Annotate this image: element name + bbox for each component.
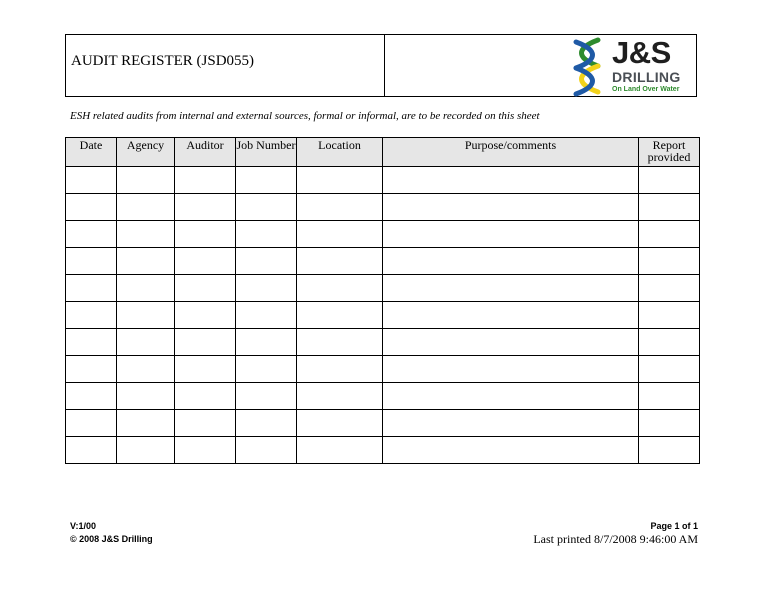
table-cell[interactable]: [175, 329, 236, 356]
table-cell[interactable]: [66, 275, 117, 302]
table-cell[interactable]: [175, 437, 236, 464]
table-cell[interactable]: [383, 383, 639, 410]
table-cell[interactable]: [117, 437, 175, 464]
table-cell[interactable]: [236, 275, 297, 302]
column-header: Job Number: [236, 138, 297, 167]
table-cell[interactable]: [66, 221, 117, 248]
column-header: Purpose/comments: [383, 138, 639, 167]
table-cell[interactable]: [297, 356, 383, 383]
table-cell[interactable]: [175, 356, 236, 383]
column-header: Agency: [117, 138, 175, 167]
table-cell[interactable]: [66, 383, 117, 410]
document-title: AUDIT REGISTER (JSD055): [71, 53, 255, 69]
header-blank-cell: [385, 35, 569, 96]
table-cell[interactable]: [66, 167, 117, 194]
table-row: [66, 410, 700, 437]
table-cell[interactable]: [383, 248, 639, 275]
table-header-row: [66, 138, 700, 167]
table-cell[interactable]: [117, 167, 175, 194]
table-row: [66, 221, 700, 248]
document-header: [65, 34, 697, 97]
table-cell[interactable]: [117, 275, 175, 302]
table-cell[interactable]: [236, 302, 297, 329]
table-cell[interactable]: [236, 383, 297, 410]
table-cell[interactable]: [383, 167, 639, 194]
table-cell[interactable]: [236, 410, 297, 437]
table-cell[interactable]: [639, 356, 700, 383]
table-cell[interactable]: [297, 437, 383, 464]
table-cell[interactable]: [66, 410, 117, 437]
column-header: Report provided: [639, 138, 700, 167]
table-cell[interactable]: [117, 356, 175, 383]
table-cell[interactable]: [297, 410, 383, 437]
table-cell[interactable]: [175, 410, 236, 437]
table-cell[interactable]: [639, 275, 700, 302]
table-cell[interactable]: [117, 221, 175, 248]
table-row: [66, 248, 700, 275]
table-cell[interactable]: [297, 194, 383, 221]
copyright-label: © 2008 J&S Drilling: [70, 534, 153, 544]
table-cell[interactable]: [639, 248, 700, 275]
page-number: Page 1 of 1: [650, 521, 698, 531]
table-cell[interactable]: [175, 302, 236, 329]
column-header: Location: [297, 138, 383, 167]
last-printed: Last printed 8/7/2008 9:46:00 AM: [533, 532, 698, 546]
table-cell[interactable]: [117, 383, 175, 410]
table-cell[interactable]: [236, 329, 297, 356]
table-cell[interactable]: [175, 221, 236, 248]
table-cell[interactable]: [639, 167, 700, 194]
instructions-text: ESH related audits from internal and external sources, formal or informal, are to be recorded on this sheet: [70, 110, 540, 122]
table-cell[interactable]: [297, 302, 383, 329]
table-cell[interactable]: [66, 248, 117, 275]
table-cell[interactable]: [297, 329, 383, 356]
company-logo: [566, 35, 698, 96]
table-cell[interactable]: [383, 302, 639, 329]
table-cell[interactable]: [639, 437, 700, 464]
table-cell[interactable]: [383, 437, 639, 464]
table-cell[interactable]: [117, 194, 175, 221]
logo-brand: J&S: [612, 35, 671, 70]
column-header: Date: [66, 138, 117, 167]
table-cell[interactable]: [117, 248, 175, 275]
table-cell[interactable]: [66, 194, 117, 221]
logo-name: DRILLING: [612, 69, 681, 85]
table-row: [66, 302, 700, 329]
table-cell[interactable]: [297, 221, 383, 248]
table-cell[interactable]: [236, 221, 297, 248]
table-cell[interactable]: [383, 356, 639, 383]
column-header: Auditor: [175, 138, 236, 167]
table-cell[interactable]: [639, 221, 700, 248]
table-cell[interactable]: [236, 194, 297, 221]
table-cell[interactable]: [383, 410, 639, 437]
table-cell[interactable]: [66, 356, 117, 383]
table-cell[interactable]: [639, 194, 700, 221]
table-cell[interactable]: [383, 221, 639, 248]
table-cell[interactable]: [639, 410, 700, 437]
table-cell[interactable]: [236, 167, 297, 194]
table-row: [66, 329, 700, 356]
table-cell[interactable]: [383, 329, 639, 356]
table-row: [66, 437, 700, 464]
table-cell[interactable]: [297, 167, 383, 194]
table-cell[interactable]: [639, 383, 700, 410]
table-cell[interactable]: [175, 383, 236, 410]
table-cell[interactable]: [297, 383, 383, 410]
table-cell[interactable]: [66, 329, 117, 356]
footer-left: [70, 520, 153, 546]
table-cell[interactable]: [117, 329, 175, 356]
table-cell[interactable]: [383, 275, 639, 302]
table-cell[interactable]: [175, 194, 236, 221]
table-cell[interactable]: [639, 302, 700, 329]
table-cell[interactable]: [236, 356, 297, 383]
table-row: [66, 383, 700, 410]
table-cell[interactable]: [639, 329, 700, 356]
version-label: V:1/00: [70, 521, 97, 531]
table-row: [66, 356, 700, 383]
table-cell[interactable]: [175, 275, 236, 302]
table-cell[interactable]: [297, 248, 383, 275]
table-cell[interactable]: [297, 275, 383, 302]
title-cell: [66, 35, 385, 96]
audit-register-table: [65, 137, 700, 464]
table-cell[interactable]: [236, 437, 297, 464]
table-cell[interactable]: [66, 302, 117, 329]
table-row: [66, 275, 700, 302]
table-row: [66, 194, 700, 221]
footer-right: [533, 520, 698, 546]
table-cell[interactable]: [175, 167, 236, 194]
logo-tagline: On Land Over Water: [612, 86, 680, 93]
table-cell[interactable]: [117, 302, 175, 329]
table-row: [66, 167, 700, 194]
table-cell[interactable]: [175, 248, 236, 275]
table-cell[interactable]: [383, 194, 639, 221]
table-cell[interactable]: [117, 410, 175, 437]
table-cell[interactable]: [236, 248, 297, 275]
table-cell[interactable]: [66, 437, 117, 464]
dna-helix-icon: [568, 36, 614, 97]
